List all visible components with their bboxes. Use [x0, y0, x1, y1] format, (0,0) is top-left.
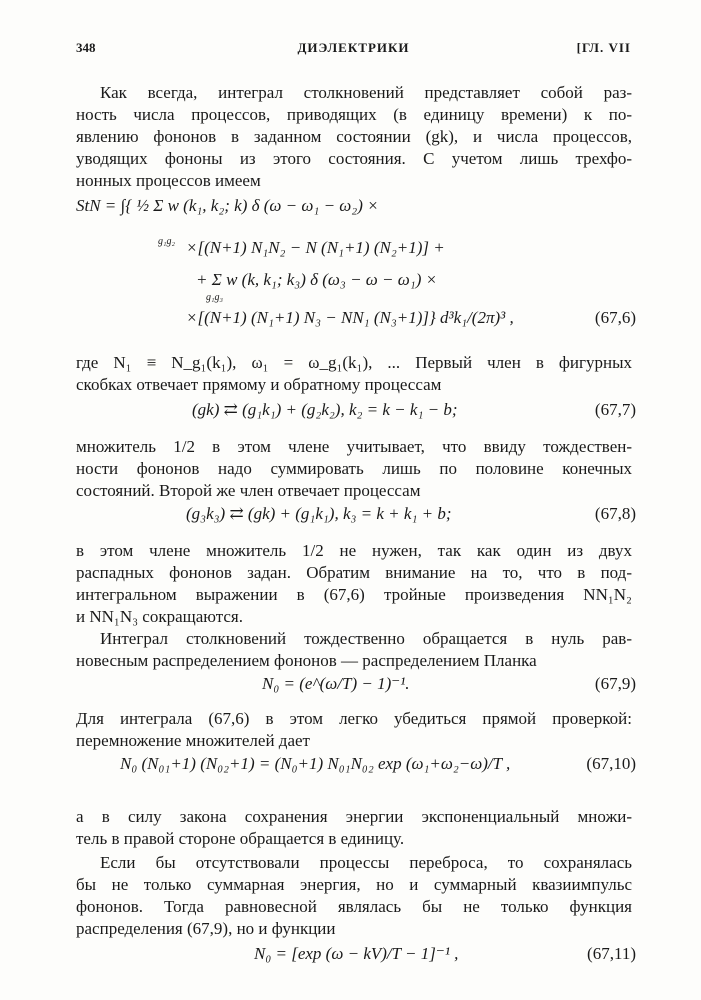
equation-line: StN = ∫{ ½ Σ w (k₁, k₂; k) δ (ω − ω₁ − ω₂) × — [76, 196, 379, 215]
text-line: тель в правой стороне обращается в единицу. — [76, 829, 405, 848]
paragraph-5 — [76, 628, 632, 672]
text-line: распадных фононов задан. Обратим внимание на то, что в под- — [76, 563, 632, 582]
text-line: и NN₁N₃ сокращаются. — [76, 607, 243, 626]
paragraph-4 — [76, 540, 632, 628]
text-line: множитель 1/2 в этом члене учитывает, что ввиду тождествен- — [76, 437, 632, 456]
equation-body: N₀ = (e^(ω/T) − 1)⁻¹. — [262, 674, 410, 693]
text-line: состояний. Второй же член отвечает процессам — [76, 481, 421, 500]
text-line: фононов. Тогда равновесной являлась бы не только функция — [76, 897, 632, 916]
text-line: явлению фононов в заданном состоянии (gk), и числа процессов, — [76, 127, 632, 146]
page-number: 348 — [76, 40, 96, 55]
equation-line: + Σ w (k, k₁; k₃) δ (ω₃ − ω − ω₁) × — [196, 270, 438, 289]
text-line: в этом члене множитель 1/2 не нужен, так как один из двух — [76, 541, 632, 560]
equation-number: (67,9) — [594, 674, 636, 693]
sum-index: g₁g₂ — [158, 236, 175, 247]
sum-index: g₁g₃ — [206, 292, 223, 303]
text-line: Для интеграла (67,6) в этом легко убедиться прямой проверкой: — [76, 709, 632, 728]
equation-67-8 — [76, 504, 636, 528]
text-line: где N₁ ≡ N_g₁(k₁), ω₁ = ω_g₁(k₁), ... Первый член в фигурных — [76, 353, 632, 372]
text-line: распределения (67,9), но и функции — [76, 919, 336, 938]
equation-number: (67,11) — [587, 944, 636, 963]
text-line: ности фононов надо суммировать лишь по половине конечных — [76, 459, 632, 478]
text-line: Если бы отсутствовали процессы переброса, то сохранялась — [100, 853, 632, 872]
text-line: новесным распределением фононов — распределением Планка — [76, 651, 537, 670]
paragraph-6 — [76, 708, 632, 752]
text-line: перемножение множителей дает — [76, 731, 310, 750]
equation-67-11 — [76, 944, 636, 968]
equation-67-9 — [76, 674, 636, 698]
equation-body: (g₃k₃) ⇄ (gk) + (g₁k₁), k₃ = k + k₁ + b; — [186, 504, 452, 523]
text-line: ность числа процессов, приводящих (в единицу времени) к по- — [76, 105, 632, 124]
equation-body: N₀ (N₀₁+1) (N₀₂+1) = (N₀+1) N₀₁N₀₂ exp (ω₁+ω₂−ω)/T , — [120, 754, 511, 773]
chapter-label: [ГЛ. VII — [576, 40, 631, 55]
paragraph-7 — [76, 806, 632, 850]
paragraph-3 — [76, 436, 632, 502]
paragraph-2 — [76, 352, 632, 396]
equation-number: (67,8) — [594, 504, 636, 523]
paragraph-8 — [76, 852, 632, 940]
equation-67-6 — [76, 196, 636, 346]
paragraph-1 — [76, 82, 632, 192]
running-title: ДИЭЛЕКТРИКИ — [297, 40, 410, 55]
equation-number: (67,6) — [594, 308, 636, 327]
text-line: Как всегда, интеграл столкновений представляет собой раз- — [100, 83, 632, 102]
text-line: бы не только суммарная энергия, но и суммарный квазиимпульс — [76, 875, 632, 894]
equation-line: ×[(N+1) (N₁+1) N₃ − NN₁ (N₃+1)]} d³k₁/(2π)³ , — [186, 308, 514, 327]
equation-67-10 — [76, 754, 636, 778]
text-line: уводящих фононы из этого состояния. С учетом лишь трехфо- — [76, 149, 632, 168]
equation-67-7 — [76, 400, 636, 424]
equation-body: (gk) ⇄ (g₁k₁) + (g₂k₂), k₂ = k − k₁ − b; — [192, 400, 458, 419]
equation-line: ×[(N+1) N₁N₂ − N (N₁+1) (N₂+1)] + — [186, 238, 445, 257]
text-line: Интеграл столкновений тождественно обращается в нуль рав- — [100, 629, 632, 648]
equation-body: N₀ = [exp (ω − kV)/T − 1]⁻¹ , — [254, 944, 459, 963]
text-line: интегральном выражении в (67,6) тройные произведения NN₁N₂ — [76, 585, 632, 604]
text-line: а в силу закона сохранения энергии экспоненциальный множи- — [76, 807, 632, 826]
equation-number: (67,10) — [586, 754, 636, 773]
text-line: нонных процессов имеем — [76, 171, 261, 190]
page-header — [76, 40, 631, 62]
equation-number: (67,7) — [594, 400, 636, 419]
text-line: скобках отвечает прямому и обратному процессам — [76, 375, 442, 394]
